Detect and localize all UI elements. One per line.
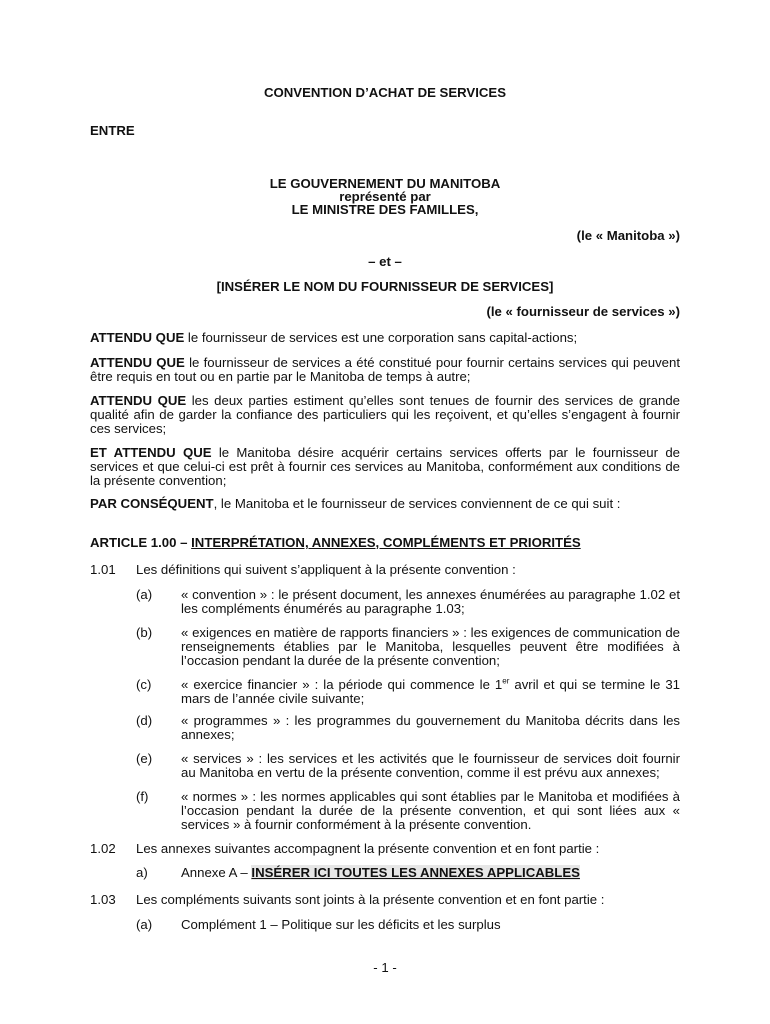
complement-label: (a) [136, 917, 153, 932]
recital [90, 331, 680, 345]
recital-lead: ATTENDU QUE [90, 355, 185, 370]
et-separator: – et – [368, 254, 402, 269]
definition-text [181, 678, 680, 706]
complement-text: Complément 1 – Politique sur les déficits et les surplus [181, 917, 501, 932]
recital-lead: PAR CONSÉQUENT [90, 496, 214, 511]
recital-text: le fournisseur de services a été constitué pour fournir certains services qui peuvent être requis en tout ou en partie par le Manitoba de temps à autre; [90, 355, 680, 385]
recital [90, 356, 680, 384]
party1-minister: LE MINISTRE DES FAMILLES, [291, 202, 479, 217]
party2-alias: (le « fournisseur de services ») [486, 304, 680, 319]
recital-lead: ATTENDU QUE [90, 330, 185, 345]
party2-name: [INSÉRER LE NOM DU FOURNISSEUR DE SERVICES] [216, 279, 554, 294]
definition-text: « exigences en matière de rapports financiers » : les exigences de communication de renseignements établies par le Manitoba, lesquelles peuvent être modifiées à l’occasion pendant la durée de la présente convention; [181, 625, 680, 669]
recital-text: , le Manitoba et le fournisseur de services conviennent de ce qui suit : [213, 496, 621, 511]
definition-text: « convention » : le présent document, les annexes énumérées au paragraphe 1.02 et les compléments énumérés au paragraphe 1.03; [181, 587, 680, 617]
article-prefix: ARTICLE 1.00 – [90, 535, 192, 550]
definition-text-part: « exercice financier » : la période qui commence le 1 [181, 677, 503, 692]
page-number: - 1 - [373, 960, 397, 975]
party1-name: LE GOUVERNEMENT DU MANITOBA [269, 176, 501, 191]
entre-label: ENTRE [90, 123, 135, 138]
definition-label: (c) [136, 677, 152, 692]
definition-text-part: avril et qui se termine le 31 mars de l’année civile suivante; [181, 677, 680, 707]
annex-prefix: Annexe A – [181, 865, 252, 880]
section-number: 1.01 [90, 562, 116, 577]
definition-label: (b) [136, 625, 153, 640]
annex-label: a) [136, 865, 148, 880]
definition-label: (d) [136, 713, 153, 728]
section-number: 1.02 [90, 841, 116, 856]
party1-alias: (le « Manitoba ») [576, 228, 680, 243]
party1-represented: représenté par [339, 189, 431, 204]
recital [90, 497, 680, 511]
definition-label: (e) [136, 751, 153, 766]
section-number: 1.03 [90, 892, 116, 907]
ordinal-superscript: er [502, 676, 510, 686]
section-text: Les définitions qui suivent s’appliquent à la présente convention : [136, 562, 516, 577]
document-title: CONVENTION D’ACHAT DE SERVICES [263, 85, 507, 100]
recital-lead: ATTENDU QUE [90, 393, 187, 408]
recital-text: le fournisseur de services est une corporation sans capital-actions; [184, 330, 578, 345]
definition-text: « normes » : les normes applicables qui sont établies par le Manitoba et modifiées à l’occasion pendant la durée de la présente convention, et qui sont liées aux « services » à fournir conformément à la présente convention. [181, 789, 680, 833]
article-heading [90, 536, 680, 550]
recital [90, 446, 680, 489]
definition-label: (f) [136, 789, 149, 804]
recital-text: le Manitoba désire acquérir certains services offerts par le fournisseur de services et que celui-ci est prêt à fournir ces services au Manitoba, conformément aux conditions de la présente convention; [90, 445, 680, 489]
recital [90, 394, 680, 437]
definition-text: « programmes » : les programmes du gouvernement du Manitoba décrits dans les annexes; [181, 713, 680, 743]
definition-text: « services » : les services et les activités que le fournisseur de services doit fournir au Manitoba en vertu de la présente convention, comme il est prévu aux annexes; [181, 751, 680, 781]
annex-placeholder: INSÉRER ICI TOUTES LES ANNEXES APPLICABLES [251, 865, 580, 880]
recital-lead: ET ATTENDU QUE [90, 445, 212, 460]
definition-label: (a) [136, 587, 153, 602]
annex-text [181, 866, 680, 880]
section-text: Les compléments suivants sont joints à la présente convention et en font partie : [136, 892, 605, 907]
section-text: Les annexes suivantes accompagnent la présente convention et en font partie : [136, 841, 600, 856]
recital-text: les deux parties estiment qu’elles sont tenues de fournir des services de grande qualité afin de garder la confiance des particuliers qui les reçoivent, et qu’elles s’engagent à fournir ces services; [90, 393, 681, 437]
article-title: INTERPRÉTATION, ANNEXES, COMPLÉMENTS ET PRIORITÉS [191, 535, 581, 550]
